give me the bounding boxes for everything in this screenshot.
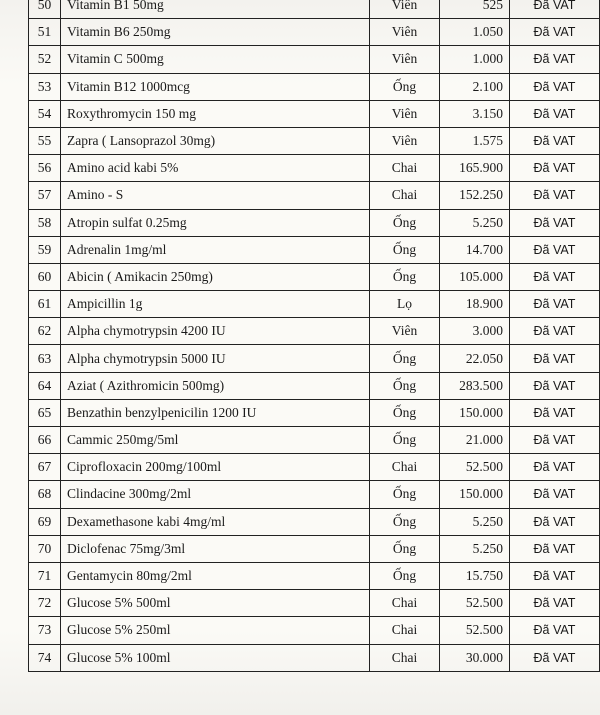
table-row — [29, 318, 600, 345]
vat-status-cell: Đã VAT — [510, 318, 600, 345]
unit-price-cell: 22.050 — [440, 345, 510, 372]
unit-price-cell: 14.700 — [440, 236, 510, 263]
unit-cell: Chai — [370, 644, 440, 671]
unit-price-cell: 525 — [440, 0, 510, 19]
vat-status-cell: Đã VAT — [510, 100, 600, 127]
unit-cell: Ống — [370, 481, 440, 508]
table-row — [29, 508, 600, 535]
row-number-cell: 62 — [29, 318, 61, 345]
unit-price-cell: 2.100 — [440, 73, 510, 100]
unit-price-cell: 283.500 — [440, 372, 510, 399]
table-row — [29, 100, 600, 127]
unit-price-cell: 52.500 — [440, 590, 510, 617]
unit-price-cell: 165.900 — [440, 155, 510, 182]
unit-cell: Viên — [370, 100, 440, 127]
table-row — [29, 590, 600, 617]
row-number-cell: 60 — [29, 263, 61, 290]
table-row — [29, 427, 600, 454]
drug-price-table — [28, 0, 600, 672]
unit-cell: Viên — [370, 318, 440, 345]
drug-name-cell: Vitamin C 500mg — [61, 46, 370, 73]
vat-status-cell: Đã VAT — [510, 127, 600, 154]
drug-name-cell: Zapra ( Lansoprazol 30mg) — [61, 127, 370, 154]
unit-price-cell: 3.150 — [440, 100, 510, 127]
row-number-cell: 68 — [29, 481, 61, 508]
vat-status-cell: Đã VAT — [510, 535, 600, 562]
vat-status-cell: Đã VAT — [510, 155, 600, 182]
unit-price-cell: 5.250 — [440, 508, 510, 535]
row-number-cell: 73 — [29, 617, 61, 644]
unit-cell: Chai — [370, 155, 440, 182]
vat-status-cell: Đã VAT — [510, 209, 600, 236]
table-row — [29, 0, 600, 19]
row-number-cell: 53 — [29, 73, 61, 100]
row-number-cell: 65 — [29, 399, 61, 426]
unit-cell: Ống — [370, 345, 440, 372]
unit-cell: Chai — [370, 182, 440, 209]
drug-name-cell: Clindacine 300mg/2ml — [61, 481, 370, 508]
unit-cell: Ống — [370, 427, 440, 454]
row-number-cell: 59 — [29, 236, 61, 263]
table-row — [29, 291, 600, 318]
vat-status-cell: Đã VAT — [510, 508, 600, 535]
table-row — [29, 345, 600, 372]
row-number-cell: 52 — [29, 46, 61, 73]
vat-status-cell: Đã VAT — [510, 182, 600, 209]
row-number-cell: 57 — [29, 182, 61, 209]
drug-name-cell: Gentamycin 80mg/2ml — [61, 562, 370, 589]
row-number-cell: 61 — [29, 291, 61, 318]
table-row — [29, 182, 600, 209]
row-number-cell: 64 — [29, 372, 61, 399]
table-row — [29, 46, 600, 73]
unit-price-cell: 5.250 — [440, 209, 510, 236]
unit-cell: Chai — [370, 617, 440, 644]
drug-name-cell: Atropin sulfat 0.25mg — [61, 209, 370, 236]
row-number-cell: 63 — [29, 345, 61, 372]
drug-name-cell: Amino - S — [61, 182, 370, 209]
row-number-cell: 50 — [29, 0, 61, 19]
unit-cell: Ống — [370, 562, 440, 589]
table-row — [29, 19, 600, 46]
table-row — [29, 644, 600, 671]
row-number-cell: 67 — [29, 454, 61, 481]
vat-status-cell: Đã VAT — [510, 19, 600, 46]
vat-status-cell: Đã VAT — [510, 644, 600, 671]
row-number-cell: 69 — [29, 508, 61, 535]
table-row — [29, 155, 600, 182]
table-row — [29, 454, 600, 481]
drug-name-cell: Vitamin B12 1000mcg — [61, 73, 370, 100]
vat-status-cell: Đã VAT — [510, 562, 600, 589]
unit-cell: Lọ — [370, 291, 440, 318]
row-number-cell: 74 — [29, 644, 61, 671]
vat-status-cell: Đã VAT — [510, 427, 600, 454]
vat-status-cell: Đã VAT — [510, 481, 600, 508]
vat-status-cell: Đã VAT — [510, 73, 600, 100]
unit-cell: Ống — [370, 236, 440, 263]
unit-cell: Viên — [370, 46, 440, 73]
drug-name-cell: Vitamin B1 50mg — [61, 0, 370, 19]
drug-name-cell: Alpha chymotrypsin 5000 IU — [61, 345, 370, 372]
drug-name-cell: Benzathin benzylpenicilin 1200 IU — [61, 399, 370, 426]
unit-cell: Ống — [370, 372, 440, 399]
table-row — [29, 562, 600, 589]
row-number-cell: 66 — [29, 427, 61, 454]
unit-price-cell: 1.050 — [440, 19, 510, 46]
row-number-cell: 55 — [29, 127, 61, 154]
vat-status-cell: Đã VAT — [510, 617, 600, 644]
row-number-cell: 70 — [29, 535, 61, 562]
vat-status-cell: Đã VAT — [510, 399, 600, 426]
row-number-cell: 71 — [29, 562, 61, 589]
unit-price-cell: 52.500 — [440, 617, 510, 644]
unit-price-cell: 105.000 — [440, 263, 510, 290]
drug-name-cell: Aziat ( Azithromicin 500mg) — [61, 372, 370, 399]
unit-cell: Ống — [370, 263, 440, 290]
vat-status-cell: Đã VAT — [510, 0, 600, 19]
unit-cell: Ống — [370, 209, 440, 236]
table-row — [29, 481, 600, 508]
vat-status-cell: Đã VAT — [510, 236, 600, 263]
table-row — [29, 617, 600, 644]
unit-cell: Viên — [370, 19, 440, 46]
drug-name-cell: Vitamin B6 250mg — [61, 19, 370, 46]
drug-name-cell: Glucose 5% 250ml — [61, 617, 370, 644]
unit-price-cell: 3.000 — [440, 318, 510, 345]
unit-cell: Ống — [370, 73, 440, 100]
unit-price-cell: 150.000 — [440, 399, 510, 426]
drug-name-cell: Dexamethasone kabi 4mg/ml — [61, 508, 370, 535]
drug-name-cell: Glucose 5% 500ml — [61, 590, 370, 617]
row-number-cell: 72 — [29, 590, 61, 617]
unit-price-cell: 21.000 — [440, 427, 510, 454]
vat-status-cell: Đã VAT — [510, 590, 600, 617]
vat-status-cell: Đã VAT — [510, 454, 600, 481]
drug-name-cell: Abicin ( Amikacin 250mg) — [61, 263, 370, 290]
table-body — [29, 0, 600, 671]
unit-price-cell: 15.750 — [440, 562, 510, 589]
table-row — [29, 236, 600, 263]
table-row — [29, 73, 600, 100]
vat-status-cell: Đã VAT — [510, 291, 600, 318]
table-row — [29, 372, 600, 399]
unit-price-cell: 30.000 — [440, 644, 510, 671]
vat-status-cell: Đã VAT — [510, 46, 600, 73]
unit-cell: Ống — [370, 535, 440, 562]
vat-status-cell: Đã VAT — [510, 372, 600, 399]
unit-price-cell: 5.250 — [440, 535, 510, 562]
drug-name-cell: Alpha chymotrypsin 4200 IU — [61, 318, 370, 345]
vat-status-cell: Đã VAT — [510, 263, 600, 290]
unit-price-cell: 52.500 — [440, 454, 510, 481]
unit-price-cell: 152.250 — [440, 182, 510, 209]
row-number-cell: 58 — [29, 209, 61, 236]
unit-price-cell: 1.000 — [440, 46, 510, 73]
table-row — [29, 209, 600, 236]
unit-cell: Ống — [370, 399, 440, 426]
unit-price-cell: 150.000 — [440, 481, 510, 508]
drug-name-cell: Adrenalin 1mg/ml — [61, 236, 370, 263]
unit-cell: Ống — [370, 508, 440, 535]
table-row — [29, 399, 600, 426]
row-number-cell: 56 — [29, 155, 61, 182]
drug-name-cell: Cammic 250mg/5ml — [61, 427, 370, 454]
drug-name-cell: Ampicillin 1g — [61, 291, 370, 318]
row-number-cell: 54 — [29, 100, 61, 127]
drug-name-cell: Glucose 5% 100ml — [61, 644, 370, 671]
drug-name-cell: Diclofenac 75mg/3ml — [61, 535, 370, 562]
table-row — [29, 263, 600, 290]
unit-cell: Chai — [370, 590, 440, 617]
unit-cell: Viên — [370, 127, 440, 154]
drug-name-cell: Amino acid kabi 5% — [61, 155, 370, 182]
vat-status-cell: Đã VAT — [510, 345, 600, 372]
drug-name-cell: Roxythromycin 150 mg — [61, 100, 370, 127]
unit-cell: Chai — [370, 454, 440, 481]
table-row — [29, 535, 600, 562]
unit-price-cell: 18.900 — [440, 291, 510, 318]
unit-price-cell: 1.575 — [440, 127, 510, 154]
unit-cell: Viên — [370, 0, 440, 19]
drug-name-cell: Ciprofloxacin 200mg/100ml — [61, 454, 370, 481]
table-row — [29, 127, 600, 154]
row-number-cell: 51 — [29, 19, 61, 46]
